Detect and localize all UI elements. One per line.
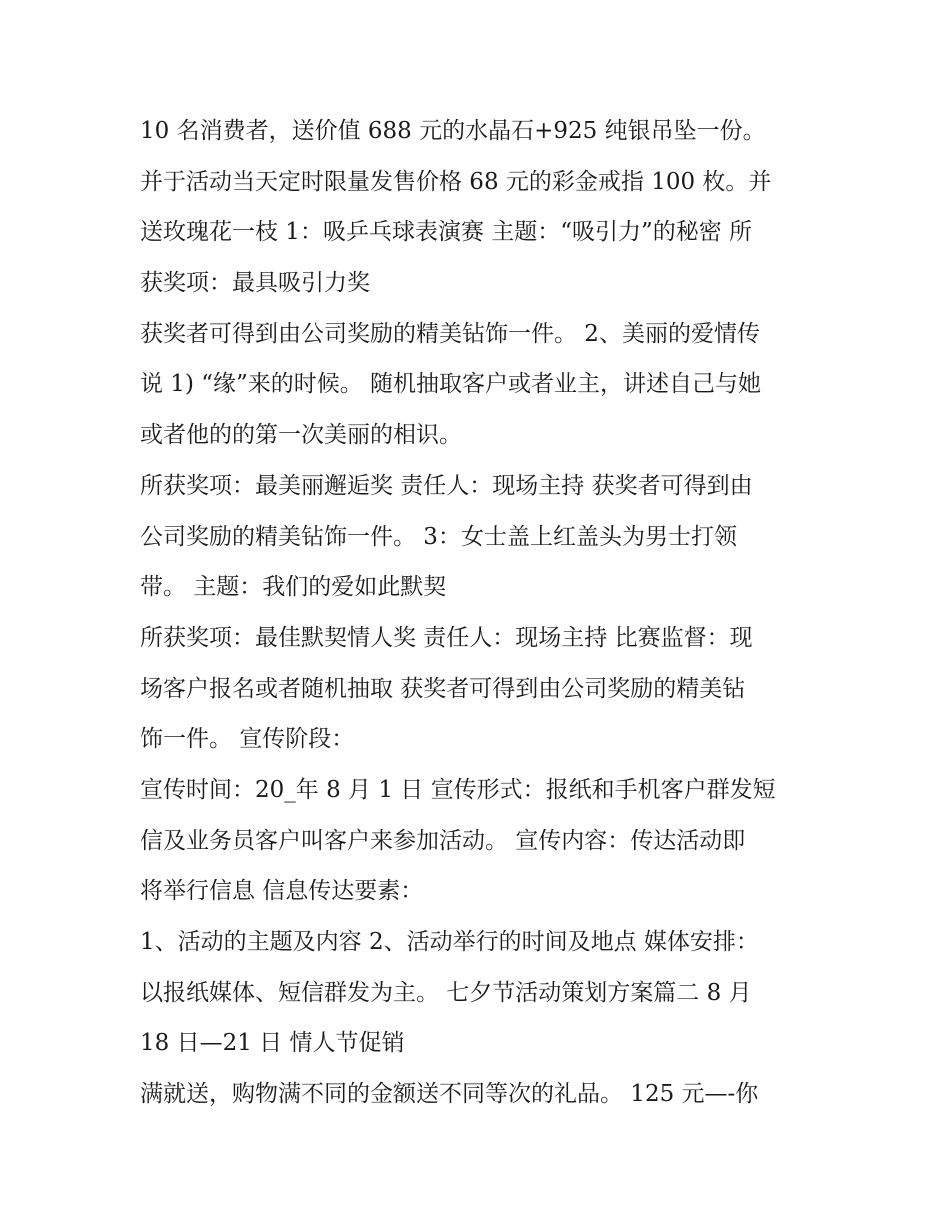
text-line-3: 送玫瑰花一枝 1：吸乒乓球表演赛 主题：“吸引力”的秘密 所 <box>140 219 753 246</box>
text-line-8: 所获奖项：最美丽邂逅奖 责任人：现场主持 获奖者可得到由 <box>140 472 753 499</box>
text-line-1: 10 名消费者，送价值 688 元的水晶石+925 纯银吊坠一份。 <box>140 118 766 144</box>
text-line-11: 所获奖项：最佳默契情人奖 责任人：现场主持 比赛监督：现 <box>140 624 753 651</box>
text-line-18: 以报纸媒体、短信群发为主。 七夕节活动策划方案篇二 8 月 <box>140 979 752 1006</box>
text-line-7: 或者他的的第一次美丽的相识。 <box>140 422 462 449</box>
text-line-20: 满就送，购物满不同的金额送不同等次的礼品。 125 元—-你 <box>140 1081 759 1108</box>
text-line-14: 宣传时间：20_年 8 月 1 日 宣传形式：报纸和手机客户群发短 <box>140 776 776 803</box>
text-line-2: 并于活动当天定时限量发售价格 68 元的彩金戒指 100 枚。并 <box>140 168 772 195</box>
text-line-9: 公司奖励的精美钻饰一件。 3：女士盖上红盖头为男士打领 <box>140 523 737 550</box>
text-line-6: 说 1) “缘”来的时候。 随机抽取客户或者业主，讲述自己与她 <box>140 371 762 398</box>
text-line-15: 信及业务员客户叫客户来参加活动。 宣传内容：传达活动即 <box>140 827 746 854</box>
text-line-4: 获奖项：最具吸引力奖 <box>140 270 370 297</box>
text-line-5: 获奖者可得到由公司奖励的精美钻饰一件。 2、美丽的爱情传 <box>140 320 760 347</box>
body-text <box>140 106 820 1120</box>
text-line-12: 场客户报名或者随机抽取 获奖者可得到由公司奖励的精美钻 <box>140 675 746 702</box>
text-line-19: 18 日—21 日 情人节促销 <box>140 1030 405 1057</box>
text-line-17: 1、活动的主题及内容 2、活动举行的时间及地点 媒体安排： <box>140 929 759 955</box>
text-line-16: 将举行信息 信息传达要素： <box>140 878 424 905</box>
text-line-10: 带。 主题：我们的爱如此默契 <box>140 574 447 601</box>
text-line-13: 饰一件。 宣传阶段： <box>140 726 355 753</box>
